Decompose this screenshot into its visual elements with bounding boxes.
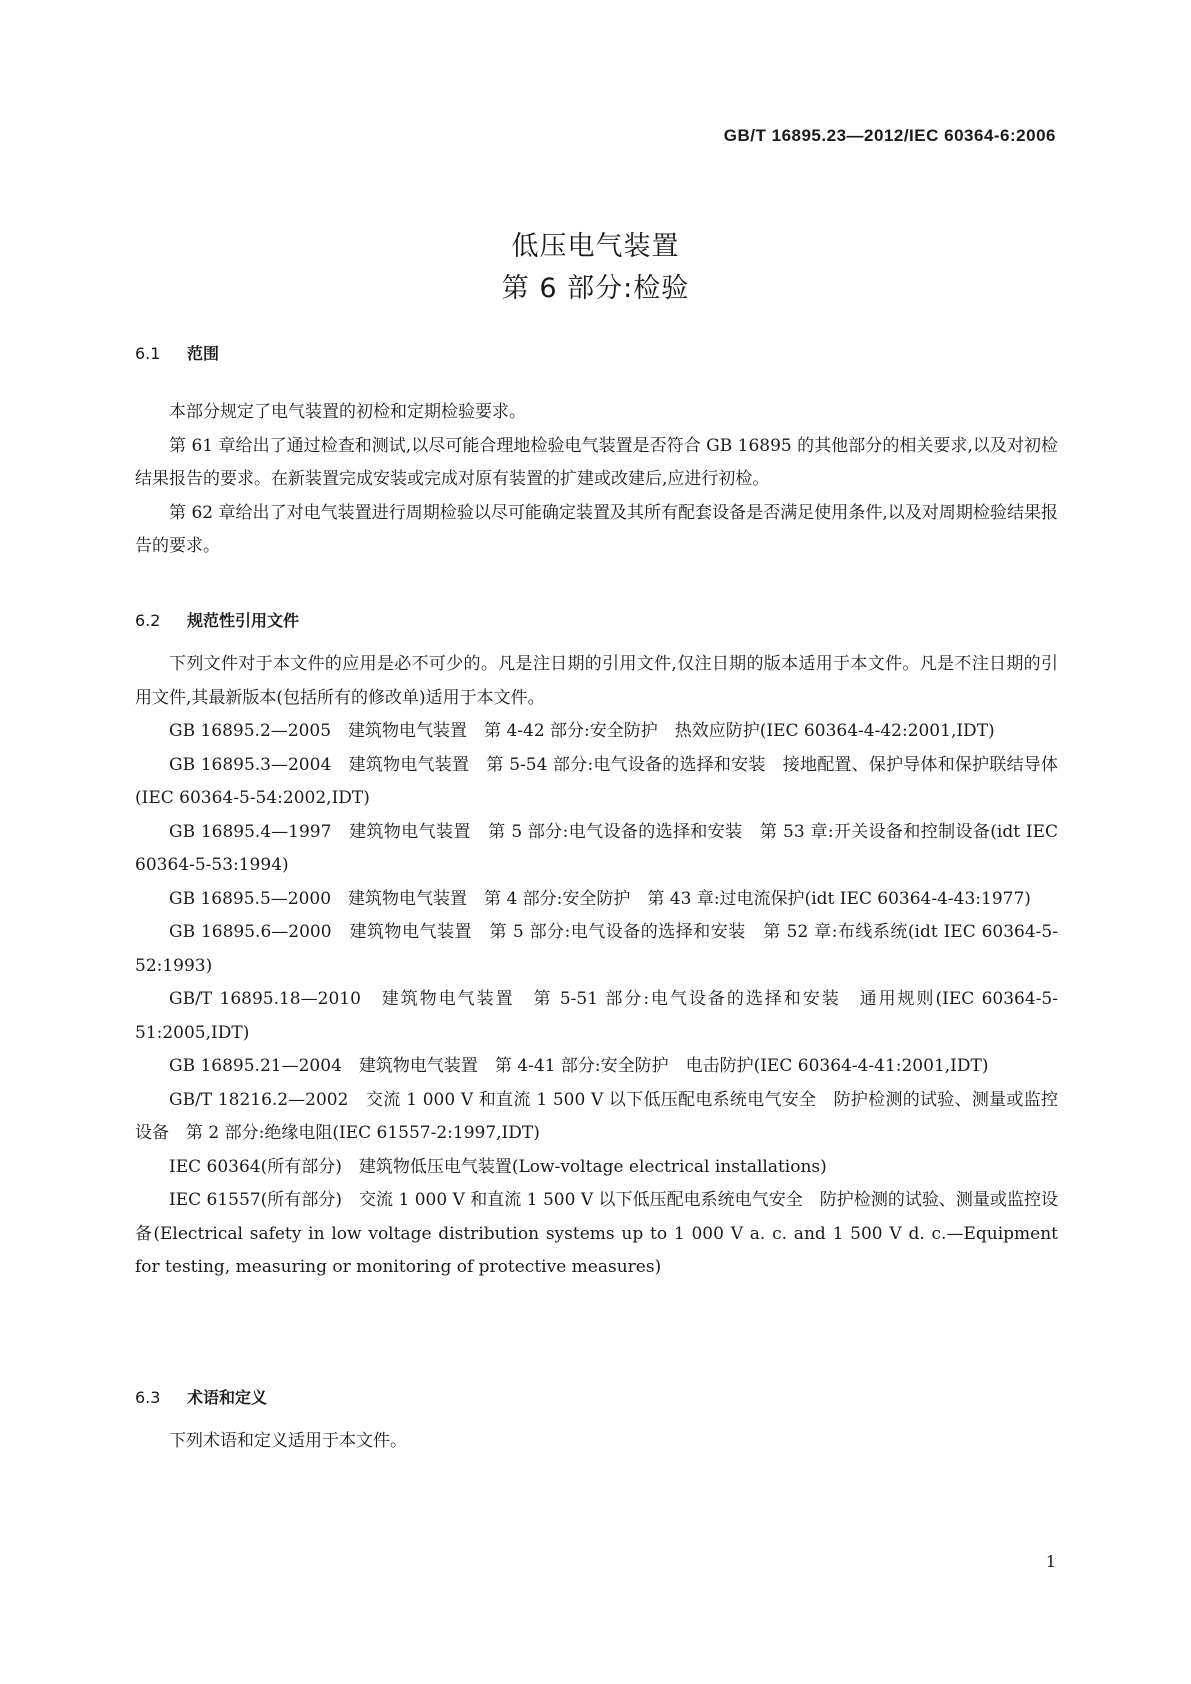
paragraph: 第 62 章给出了对电气装置进行周期检验以尽可能确定装置及其所有配套设备是否满足使用条件,以及对周期检验结果报告的要求。 [135, 502, 1058, 556]
section-title: 术语和定义 [187, 1388, 268, 1407]
section-body-6-3 [135, 1425, 1058, 1459]
title-line-2: 第 6 部分:检验 [501, 273, 690, 304]
page-number: 1 [1045, 1552, 1056, 1571]
reference-entry: GB 16895.3—2004 建筑物电气装置 第 5-54 部分:电气设备的选择和安装 接地配置、保护导体和保护联结导体(IEC 60364-5-54:2002,IDT) [135, 754, 1058, 808]
section-body-6-1 [135, 396, 1058, 564]
section-number: 6.2 [135, 611, 161, 630]
paragraph: 下列术语和定义适用于本文件。 [169, 1431, 407, 1451]
section-title: 范围 [187, 344, 220, 363]
paragraph: 下列文件对于本文件的应用是必不可少的。凡是注日期的引用文件,仅注日期的版本适用于本文件。凡是不注日期的引用文件,其最新版本(包括所有的修改单)适用于本文件。 [135, 654, 1058, 708]
reference-entry: GB 16895.5—2000 建筑物电气装置 第 4 部分:安全防护 第 43 章:过电流保护(idt IEC 60364-4-43:1977) [169, 888, 1031, 909]
title-line-1: 低压电气装置 [511, 231, 680, 262]
section-number: 6.1 [135, 344, 161, 363]
section-heading-6-1 [135, 341, 219, 364]
reference-entry: GB/T 16895.18—2010 建筑物电气装置 第 5-51 部分:电气设备的选择和安装 通用规则(IEC 60364-5-51:2005,IDT) [135, 989, 1058, 1043]
section-number: 6.3 [135, 1388, 161, 1407]
reference-entry: GB 16895.2—2005 建筑物电气装置 第 4-42 部分:安全防护 热效应防护(IEC 60364-4-42:2001,IDT) [169, 721, 995, 741]
section-body-6-2 [135, 648, 1058, 1285]
reference-entry: IEC 61557(所有部分) 交流 1 000 V 和直流 1 500 V 以下低压配电系统电气安全 防护检测的试验、测量或监控设备(Electrical safety in low voltage distribution systems up to 1 000 V a. c. and 1 500 V d. c.—Equipment for testing, measuring or monitoring of protective measures) [135, 1190, 1058, 1277]
reference-entry: GB/T 18216.2—2002 交流 1 000 V 和直流 1 500 V 以下低压配电系统电气安全 防护检测的试验、测量或监控设备 第 2 部分:绝缘电阻(IEC 61557-2:1997,IDT) [135, 1089, 1058, 1143]
section-heading-6-3 [135, 1385, 267, 1408]
section-heading-6-2 [135, 608, 299, 631]
standard-code: GB/T 16895.23—2012/IEC 60364-6:2006 [723, 126, 1056, 145]
reference-entry: GB 16895.4—1997 建筑物电气装置 第 5 部分:电气设备的选择和安装 第 53 章:开关设备和控制设备(idt IEC 60364-5-53:1994) [135, 821, 1058, 875]
reference-entry: GB 16895.6—2000 建筑物电气装置 第 5 部分:电气设备的选择和安装 第 52 章:布线系统(idt IEC 60364-5-52:1993) [135, 922, 1058, 976]
section-title: 规范性引用文件 [187, 611, 300, 630]
paragraph: 第 61 章给出了通过检查和测试,以尽可能合理地检验电气装置是否符合 GB 16895 的其他部分的相关要求,以及对初检结果报告的要求。在新装置完成安装或完成对原有装置的扩建或改建后,应进行初检。 [135, 435, 1058, 489]
document-title [0, 226, 1191, 310]
reference-entry: GB 16895.21—2004 建筑物电气装置 第 4-41 部分:安全防护 电击防护(IEC 60364-4-41:2001,IDT) [169, 1056, 989, 1076]
reference-entry: IEC 60364(所有部分) 建筑物低压电气装置(Low-voltage electrical installations) [169, 1156, 827, 1177]
paragraph: 本部分规定了电气装置的初检和定期检验要求。 [169, 402, 526, 422]
